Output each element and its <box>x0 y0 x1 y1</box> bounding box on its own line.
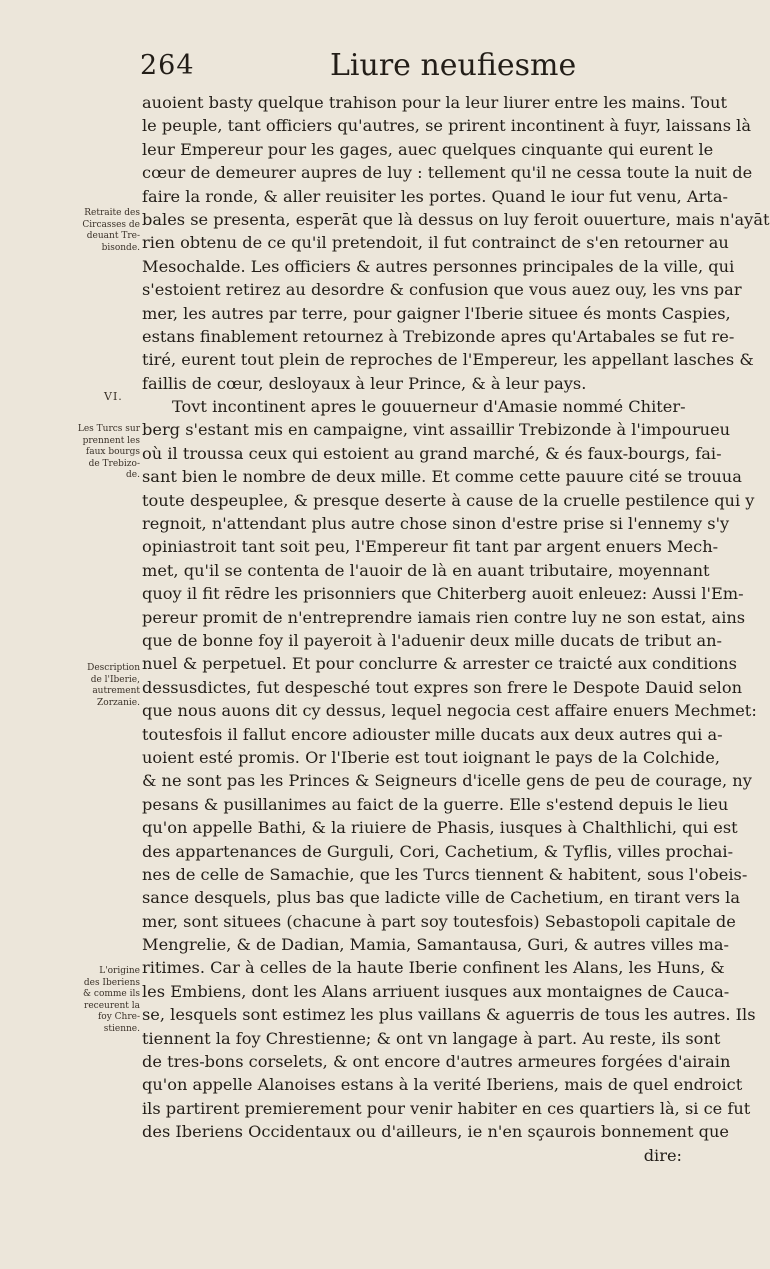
page-header <box>0 44 700 90</box>
margin-note-line: L'origine <box>99 966 140 976</box>
margin-note-line: autrement <box>92 686 140 696</box>
text-line: Mengrelie, & de Dadian, Mamia, Samantausa, Guri, & autres villes ma- <box>142 935 730 955</box>
text-line: estans finablement retournez à Trebizonde apres qu'Artabales se fut re- <box>142 326 735 346</box>
text-line: s'estoient retirez au desordre & confusion que vous auez ouy, les vns par <box>142 280 742 300</box>
margin-note-retraite <box>68 208 140 254</box>
text-line: auoient basty quelque trahison pour la leur liurer entre les mains. Tout <box>142 93 727 112</box>
text-line: toute despeuplee, & presque deserte à cause de la cruelle pestilence qui y <box>142 490 755 510</box>
text-line: mer, les autres par terre, pour gaigner l'Iberie situee és monts Caspies, <box>142 303 731 323</box>
text-line: se, lesquels sont estimez les plus vaillans & aguerris de tous les autres. Ils <box>142 1005 756 1025</box>
margin-note-origine <box>68 966 140 1035</box>
margin-note-line: de Trebizo- <box>88 458 140 469</box>
text-line: dessusdictes, fut despesché tout expres son frere le Despote Dauid selon <box>142 677 743 697</box>
text-line: qu'on appelle Bathi, & la riuiere de Phasis, iusques à Chalthlichi, qui est <box>142 818 738 838</box>
text-line: mer, sont situees (chacune à part soy toutesfois) Sebastopoli capitale de <box>142 911 736 931</box>
margin-note-line: prennent les <box>82 435 140 446</box>
text-line: rien obtenu de ce qu'il pretendoit, il fut contrainct de s'en retourner au <box>142 233 729 253</box>
text-line: met, qu'il se contenta de l'auoir de là en auant tributaire, moyennant <box>142 560 710 580</box>
page-number: 264 <box>140 50 195 81</box>
margin-note-line: Description <box>87 663 140 673</box>
text-line: bales se presenta, esperāt que là dessus on luy feroit ouuerture, mais n'ayāt <box>142 209 770 229</box>
margin-note-line: Circasses de <box>82 219 140 230</box>
text-line: ritimes. Car à celles de la haute Iberie confinent les Alans, les Huns, & <box>142 958 725 978</box>
margin-note-line: de l'Iberie, <box>90 674 140 685</box>
text-line: toutesfois il fallut encore adiouster mille ducats aux deux autres qui a- <box>142 724 723 744</box>
text-line: de tres-bons corselets, & ont encore d'autres armeures forgées d'airain <box>142 1052 731 1072</box>
text-line: tiennent la foy Chrestienne; & ont vn langage à part. Au reste, ils sont <box>142 1028 721 1048</box>
text-line: Mesochalde. Les officiers & autres personnes principales de la ville, qui <box>142 256 735 276</box>
text-line: pereur promit de n'entreprendre iamais rien contre luy ne son estat, ains <box>142 607 746 627</box>
text-line: ils partirent premierement pour venir habiter en ces quartiers là, si ce fut <box>142 1098 751 1118</box>
body-text <box>142 91 770 1167</box>
text-line: que nous auons dit cy dessus, lequel negocia cest affaire enuers Mechmet: <box>142 701 757 721</box>
text-line: opiniastroit tant soit peu, l'Empereur fit tant par argent enuers Mech- <box>142 537 719 557</box>
margin-note-description <box>68 663 140 709</box>
running-title: Liure neufiesme <box>330 48 577 83</box>
margin-note-line: Retraite des <box>84 208 140 218</box>
margin-note-line: foy Chre- <box>97 1012 140 1022</box>
catchword: dire: <box>643 1145 682 1165</box>
text-line: quoy il fit rēdre les prisonniers que Chiterberg auoit enleuez: Aussi l'Em- <box>142 584 744 604</box>
paragraph-start-line: Tovt incontinent apres le gouuerneur d'Amasie nommé Chiter- <box>172 397 686 417</box>
text-line: nuel & perpetuel. Et pour conclurre & arrester ce traicté aux conditions <box>142 654 737 674</box>
text-line: uoient esté promis. Or l'Iberie est tout ioignant le pays de la Colchide, <box>142 747 720 767</box>
margin-note-line: Zorzanie. <box>97 697 140 708</box>
text-line: nes de celle de Samachie, que les Turcs tiennent & habitent, sous l'obeis- <box>142 864 748 884</box>
text-line: & ne sont pas les Princes & Seigneurs d'icelle gens de peu de courage, ny <box>142 771 752 791</box>
text-line: que de bonne foy il payeroit à l'aduenir deux mille ducats de tribut an- <box>142 630 722 650</box>
margin-note-line: receurent la <box>84 1000 140 1011</box>
text-line: tiré, eurent tout plein de reproches de l'Empereur, les appellant lasches & <box>142 350 754 370</box>
text-line: faillis de cœur, desloyaux à leur Prince, & à leur pays. <box>142 373 587 393</box>
text-line: pesans & pusillanimes au faict de la guerre. Elle s'estend depuis le lieu <box>142 794 729 814</box>
margin-note-line: des Iberiens <box>83 977 140 988</box>
text-line: sant bien le nombre de deux mille. Et comme cette pauure cité se trouua <box>142 467 742 487</box>
text-line: le peuple, tant officiers qu'autres, se prirent incontinent à fuyr, laissans là <box>142 116 751 136</box>
margin-note-line: stienne. <box>103 1023 140 1034</box>
margin-note-line: bisonde. <box>101 242 140 253</box>
margin-note-line: Les Turcs sur <box>77 424 140 434</box>
text-line: où il troussa ceux qui estoient au grand marché, & és faux-bourgs, fai- <box>142 443 722 463</box>
text-line: faire la ronde, & aller reuisiter les portes. Quand le iour fut venu, Arta- <box>142 186 728 206</box>
margin-note-line: & comme ils <box>83 989 140 999</box>
margin-note-turcs <box>68 424 140 482</box>
text-line: qu'on appelle Alanoises estans à la verité Iberiens, mais de quel endroict <box>142 1075 743 1095</box>
text-line: des Iberiens Occidentaux ou d'ailleurs, ie n'en sçaurois bonnement que <box>142 1122 729 1142</box>
text-line: sance desquels, plus bas que ladicte ville de Cachetium, en tirant vers la <box>142 888 741 908</box>
margin-note-line: deuant Tre- <box>86 231 140 241</box>
text-line: berg s'estant mis en campaigne, vint assaillir Trebizonde à l'impourueu <box>142 420 731 440</box>
section-number: VI. <box>104 390 123 403</box>
text-line: regnoit, n'attendant plus autre chose sinon d'estre prise si l'ennemy s'y <box>142 514 730 534</box>
text-line: des appartenances de Gurguli, Cori, Cachetium, & Tyflis, villes prochai- <box>142 841 734 861</box>
margin-note-line: de. <box>126 470 140 480</box>
text-line: cœur de demeurer aupres de luy : tellement qu'il ne cessa toute la nuit de <box>142 163 753 183</box>
text-line: les Embiens, dont les Alans arriuent iusques aux montaignes de Cauca- <box>142 981 730 1001</box>
margin-note-line: faux bourgs <box>85 447 140 457</box>
text-line: leur Empereur pour les gages, auec quelques cinquante qui eurent le <box>142 139 714 159</box>
